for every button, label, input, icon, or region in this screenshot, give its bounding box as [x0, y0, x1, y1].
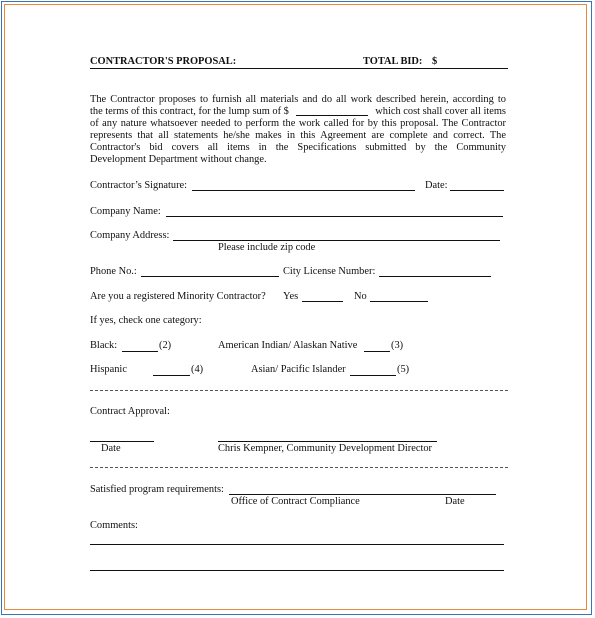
date-label: Date: — [425, 180, 448, 191]
total-bid-label: TOTAL BID: — [363, 56, 423, 67]
intro-line-part: the terms of this contract, for the lump sum of $ — [90, 106, 289, 117]
lump-sum-field[interactable] — [296, 106, 368, 116]
intro-line: Contractor's bid covers all items in the Specifications submitted by the Community — [90, 142, 506, 153]
comments-line[interactable] — [90, 544, 504, 545]
compliance-label: Satisfied program requirements: — [90, 484, 224, 495]
comments-label: Comments: — [90, 520, 138, 531]
category-native-code: (3) — [391, 340, 404, 351]
signature-label: Contractor’s Signature: — [90, 180, 188, 191]
category-black-code: (2) — [159, 340, 172, 351]
category-prompt: If yes, check one category: — [90, 315, 202, 326]
yes-label: Yes — [283, 291, 299, 302]
signature-field[interactable] — [192, 190, 415, 191]
intro-paragraph — [90, 94, 506, 166]
category-asian-label: Asian/ Pacific Islander — [251, 364, 346, 375]
yes-field[interactable] — [302, 301, 343, 302]
minority-question: Are you a registered Minority Contractor? — [90, 291, 266, 302]
company-address-field[interactable] — [173, 240, 500, 241]
intro-line: of any nature whatsoever needed to perform the work called for by this proposal. The Contractor — [90, 118, 506, 129]
category-native-field[interactable] — [364, 351, 390, 352]
intro-line-lump-sum — [90, 106, 506, 118]
date-field[interactable] — [450, 190, 504, 191]
intro-line: The Contractor proposes to furnish all materials and do all work described herein, according to — [90, 94, 506, 105]
contract-approval-label: Contract Approval: — [90, 406, 170, 417]
section-divider — [90, 390, 508, 391]
phone-field[interactable] — [141, 276, 279, 277]
no-label: No — [354, 291, 367, 302]
approval-signature-field[interactable] — [218, 441, 437, 442]
compliance-office-caption: Office of Contract Compliance — [231, 496, 360, 507]
zip-hint: Please include zip code — [218, 242, 316, 253]
category-hispanic-field[interactable] — [153, 375, 190, 376]
approval-date-field[interactable] — [90, 441, 154, 442]
compliance-date-caption: Date — [445, 496, 465, 507]
intro-line-part: which cost shall cover all items — [375, 106, 506, 117]
category-hispanic-label: Hispanic — [90, 364, 127, 375]
compliance-signature-field[interactable] — [229, 494, 496, 495]
no-field[interactable] — [370, 301, 428, 302]
phone-label: Phone No.: — [90, 266, 137, 277]
license-field[interactable] — [379, 276, 491, 277]
proposal-heading: CONTRACTOR'S PROPOSAL: — [90, 56, 237, 67]
category-asian-code: (5) — [397, 364, 410, 375]
company-name-label: Company Name: — [90, 206, 161, 217]
license-label: City License Number: — [283, 266, 376, 277]
section-divider — [90, 467, 508, 468]
category-asian-field[interactable] — [350, 375, 396, 376]
company-name-field[interactable] — [166, 216, 503, 217]
total-bid-currency: $ — [432, 56, 438, 67]
intro-line: Development Department without change. — [90, 154, 267, 165]
category-black-field[interactable] — [122, 351, 158, 352]
header-rule — [90, 68, 508, 69]
intro-line: represents that all statements he/she makes in this Agreement are complete and correct. The — [90, 130, 506, 141]
category-black-label: Black: — [90, 340, 118, 351]
approval-signer-caption: Chris Kempner, Community Development Director — [218, 443, 432, 454]
category-hispanic-code: (4) — [191, 364, 204, 375]
approval-date-caption: Date — [101, 443, 121, 454]
category-native-label: American Indian/ Alaskan Native — [218, 340, 358, 351]
comments-line[interactable] — [90, 570, 504, 571]
company-address-label: Company Address: — [90, 230, 170, 241]
